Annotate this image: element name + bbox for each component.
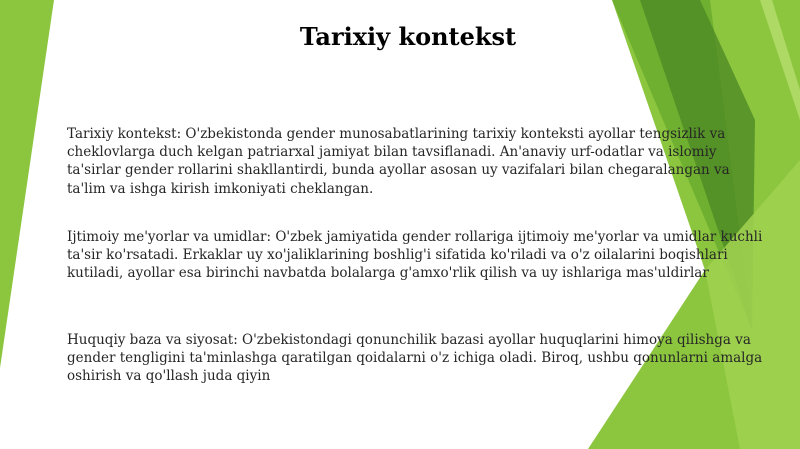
paragraph-legal-framework: Huquqiy baza va siyosat: O'zbekistondagi qonunchilik bazasi ayollar huquqlarini himoya qilishga va gender tengligini ta'minlashga qaratilgan qoidalarni o'z ichiga oladi. Biroq, ushbu qonunlarni amalga oshirish va qo'llash juda qiyin [67, 332, 763, 385]
slide-title: Tarixiy kontekst [299, 22, 517, 51]
paragraph-historical-context: Tarixiy kontekst: O'zbekistonda gender munosabatlarining tarixiy konteksti ayollar tengsizlik va cheklovlarga duch kelgan patriarxal jamiyat bilan tavsiflanadi. An'anaviy urf-odatlar va islomiy ta'sirlar gender rollarini shakllantirdi, bunda ayollar asosan uy vazifalari bilan chegaralangan va ta'lim va ishga kirish imkoniyati cheklangan. [67, 126, 730, 197]
paragraph-social-norms: Ijtimoiy me'yorlar va umidlar: O'zbek jamiyatida gender rollariga ijtimoiy me'yorlar va umidlar kuchli ta'sir ko'rsatadi. Erkaklar uy xo'jaliklarining boshlig'i sifatida ko'riladi va o'z oilalarini boqishlari kutiladi, ayollar esa birinchi navbatda bolalarga g'amxo'rlik qilish va uy ishlariga mas'uldirlar [67, 229, 763, 282]
left-green-shape [0, 0, 54, 368]
